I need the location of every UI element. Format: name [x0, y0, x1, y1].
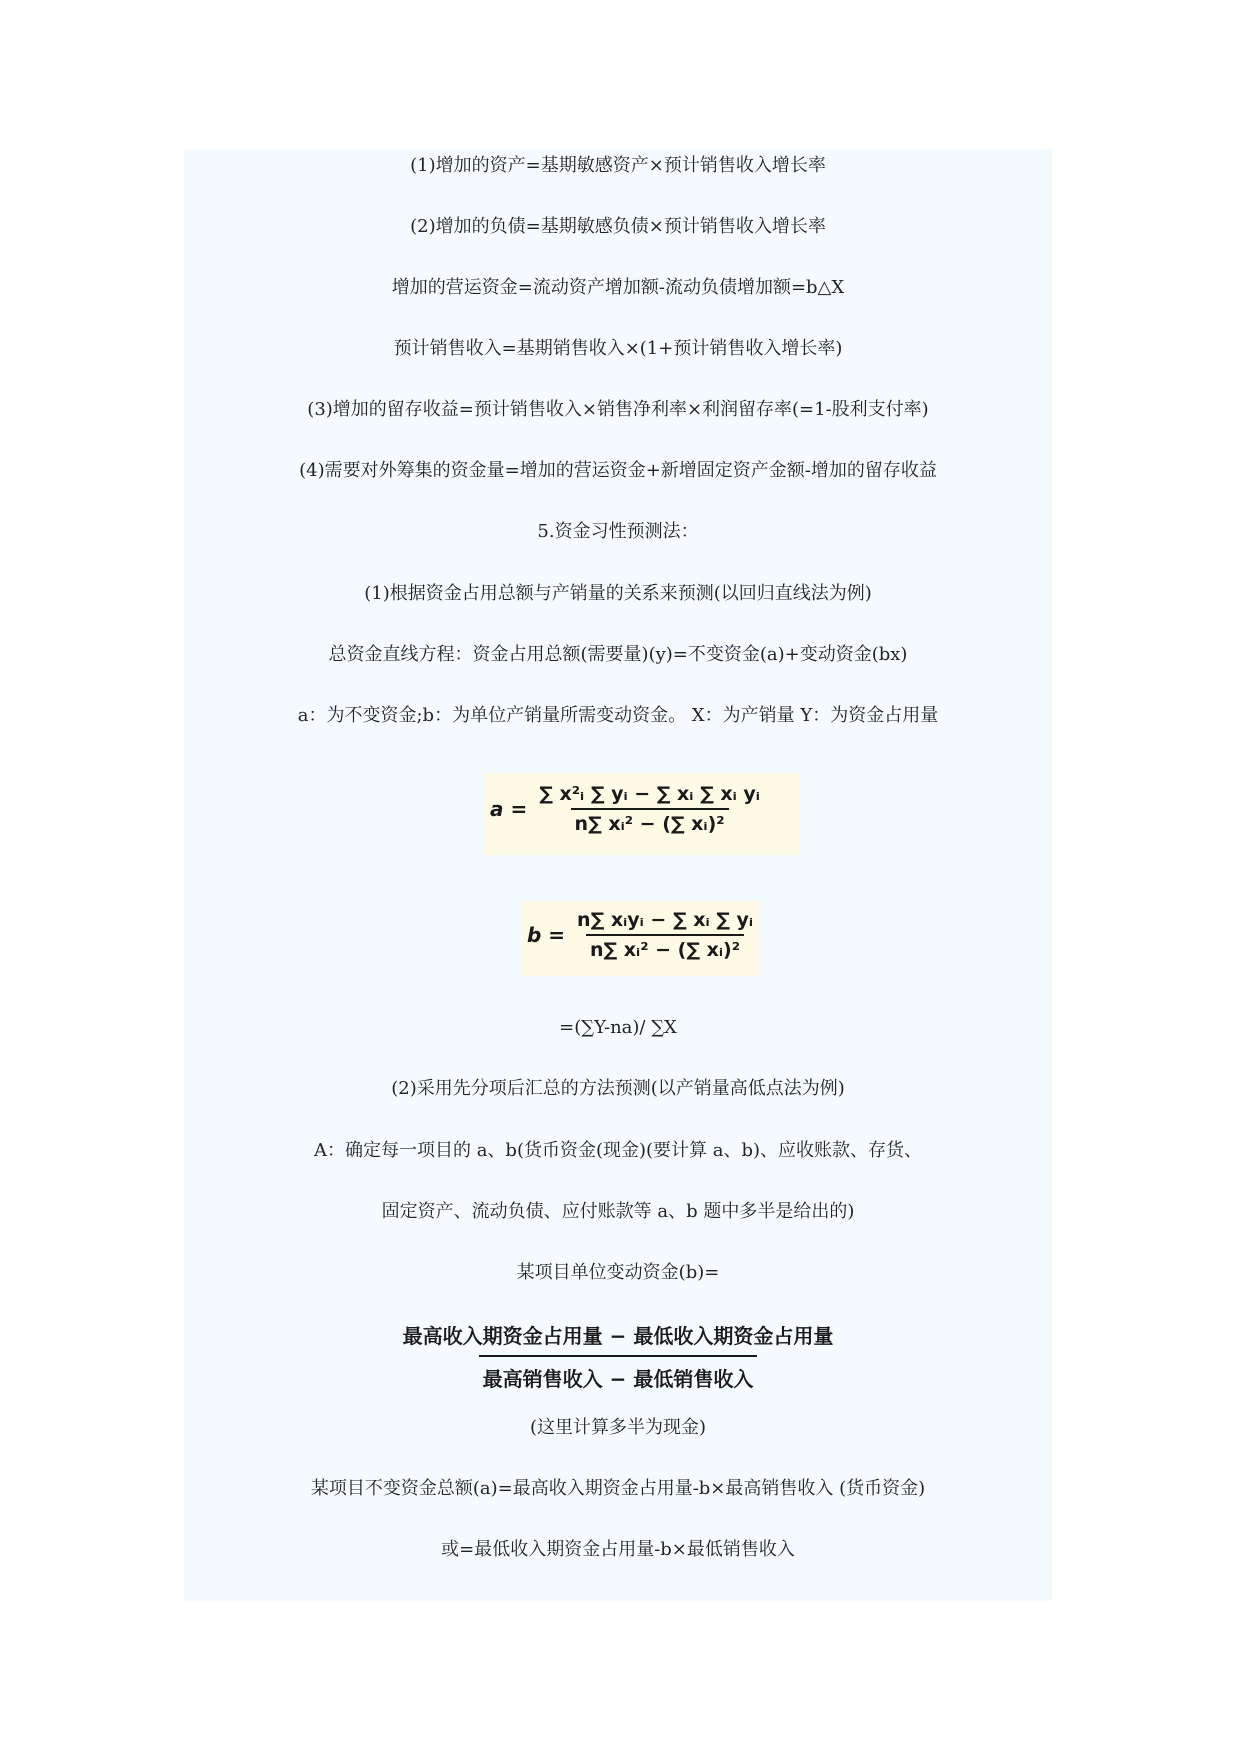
text-line-1: (1)增加的资产=基期敏感资产×预计销售收入增长率 [410, 155, 826, 176]
text-line-16: (这里计算多半为现金) [529, 1417, 707, 1438]
formula-high-low-numerator: 最高收入期资金占用量 − 最低收入期资金占用量 [402, 1324, 834, 1348]
text-line-5: (3)增加的留存收益=预计销售收入×销售净利率×利润留存率(=1-股利支付率) [307, 399, 929, 420]
text-line-8: (1)根据资金占用总额与产销量的关系来预测(以回归直线法为例) [364, 583, 872, 604]
formula-b-denominator: n∑ xᵢ² − (∑ xᵢ)² [586, 934, 744, 961]
formula-b-image [522, 901, 759, 976]
formula-a-lhs: a = [490, 797, 528, 821]
text-line-12: (2)采用先分项后汇总的方法预测(以产销量高低点法为例) [391, 1078, 845, 1099]
text-line-13: A：确定每一项目的 a、b(货币资金(现金)(要计算 a、b)、应收账款、存货、 [313, 1140, 923, 1161]
formula-a-image [484, 773, 799, 855]
text-line-9: 总资金直线方程：资金占用总额(需要量)(y)=不变资金(a)+变动资金(bx) [328, 644, 908, 665]
text-line-2: (2)增加的负债=基期敏感负债×预计销售收入增长率 [410, 216, 826, 237]
text-line-11: =(∑Y-na)/ ∑X [559, 1017, 677, 1038]
text-line-3: 增加的营运资金=流动资产增加额-流动负债增加额=b△X [391, 277, 845, 298]
formula-a-denominator: n∑ xᵢ² − (∑ xᵢ)² [571, 808, 729, 835]
formula-high-low [184, 1320, 1052, 1392]
formula-b-numerator: n∑ xᵢyᵢ − ∑ xᵢ ∑ yᵢ [577, 909, 754, 931]
text-line-4: 预计销售收入=基期销售收入×(1+预计销售收入增长率) [393, 338, 843, 359]
section-heading: 5.资金习性预测法： [537, 521, 699, 542]
formula-a-numerator: ∑ x²ᵢ ∑ yᵢ − ∑ xᵢ ∑ xᵢ yᵢ [539, 783, 760, 805]
text-line-14: 固定资产、流动负债、应付账款等 a、b 题中多半是给出的) [381, 1201, 855, 1222]
formula-b-lhs: b = [527, 923, 566, 947]
text-line-10: a：为不变资金;b：为单位产销量所需变动资金。 X：为产销量 Y：为资金占用量 [297, 705, 939, 726]
formula-high-low-denominator: 最高销售收入 − 最低销售收入 [479, 1355, 758, 1392]
text-line-17: 某项目不变资金总额(a)=最高收入期资金占用量-b×最高销售收入 (货币资金) [310, 1478, 926, 1499]
text-line-18: 或=最低收入期资金占用量-b×最低销售收入 [441, 1539, 795, 1560]
text-line-6: (4)需要对外筹集的资金量=增加的营运资金+新增固定资产金额-增加的留存收益 [299, 460, 937, 481]
text-line-15: 某项目单位变动资金(b)= [516, 1262, 720, 1283]
